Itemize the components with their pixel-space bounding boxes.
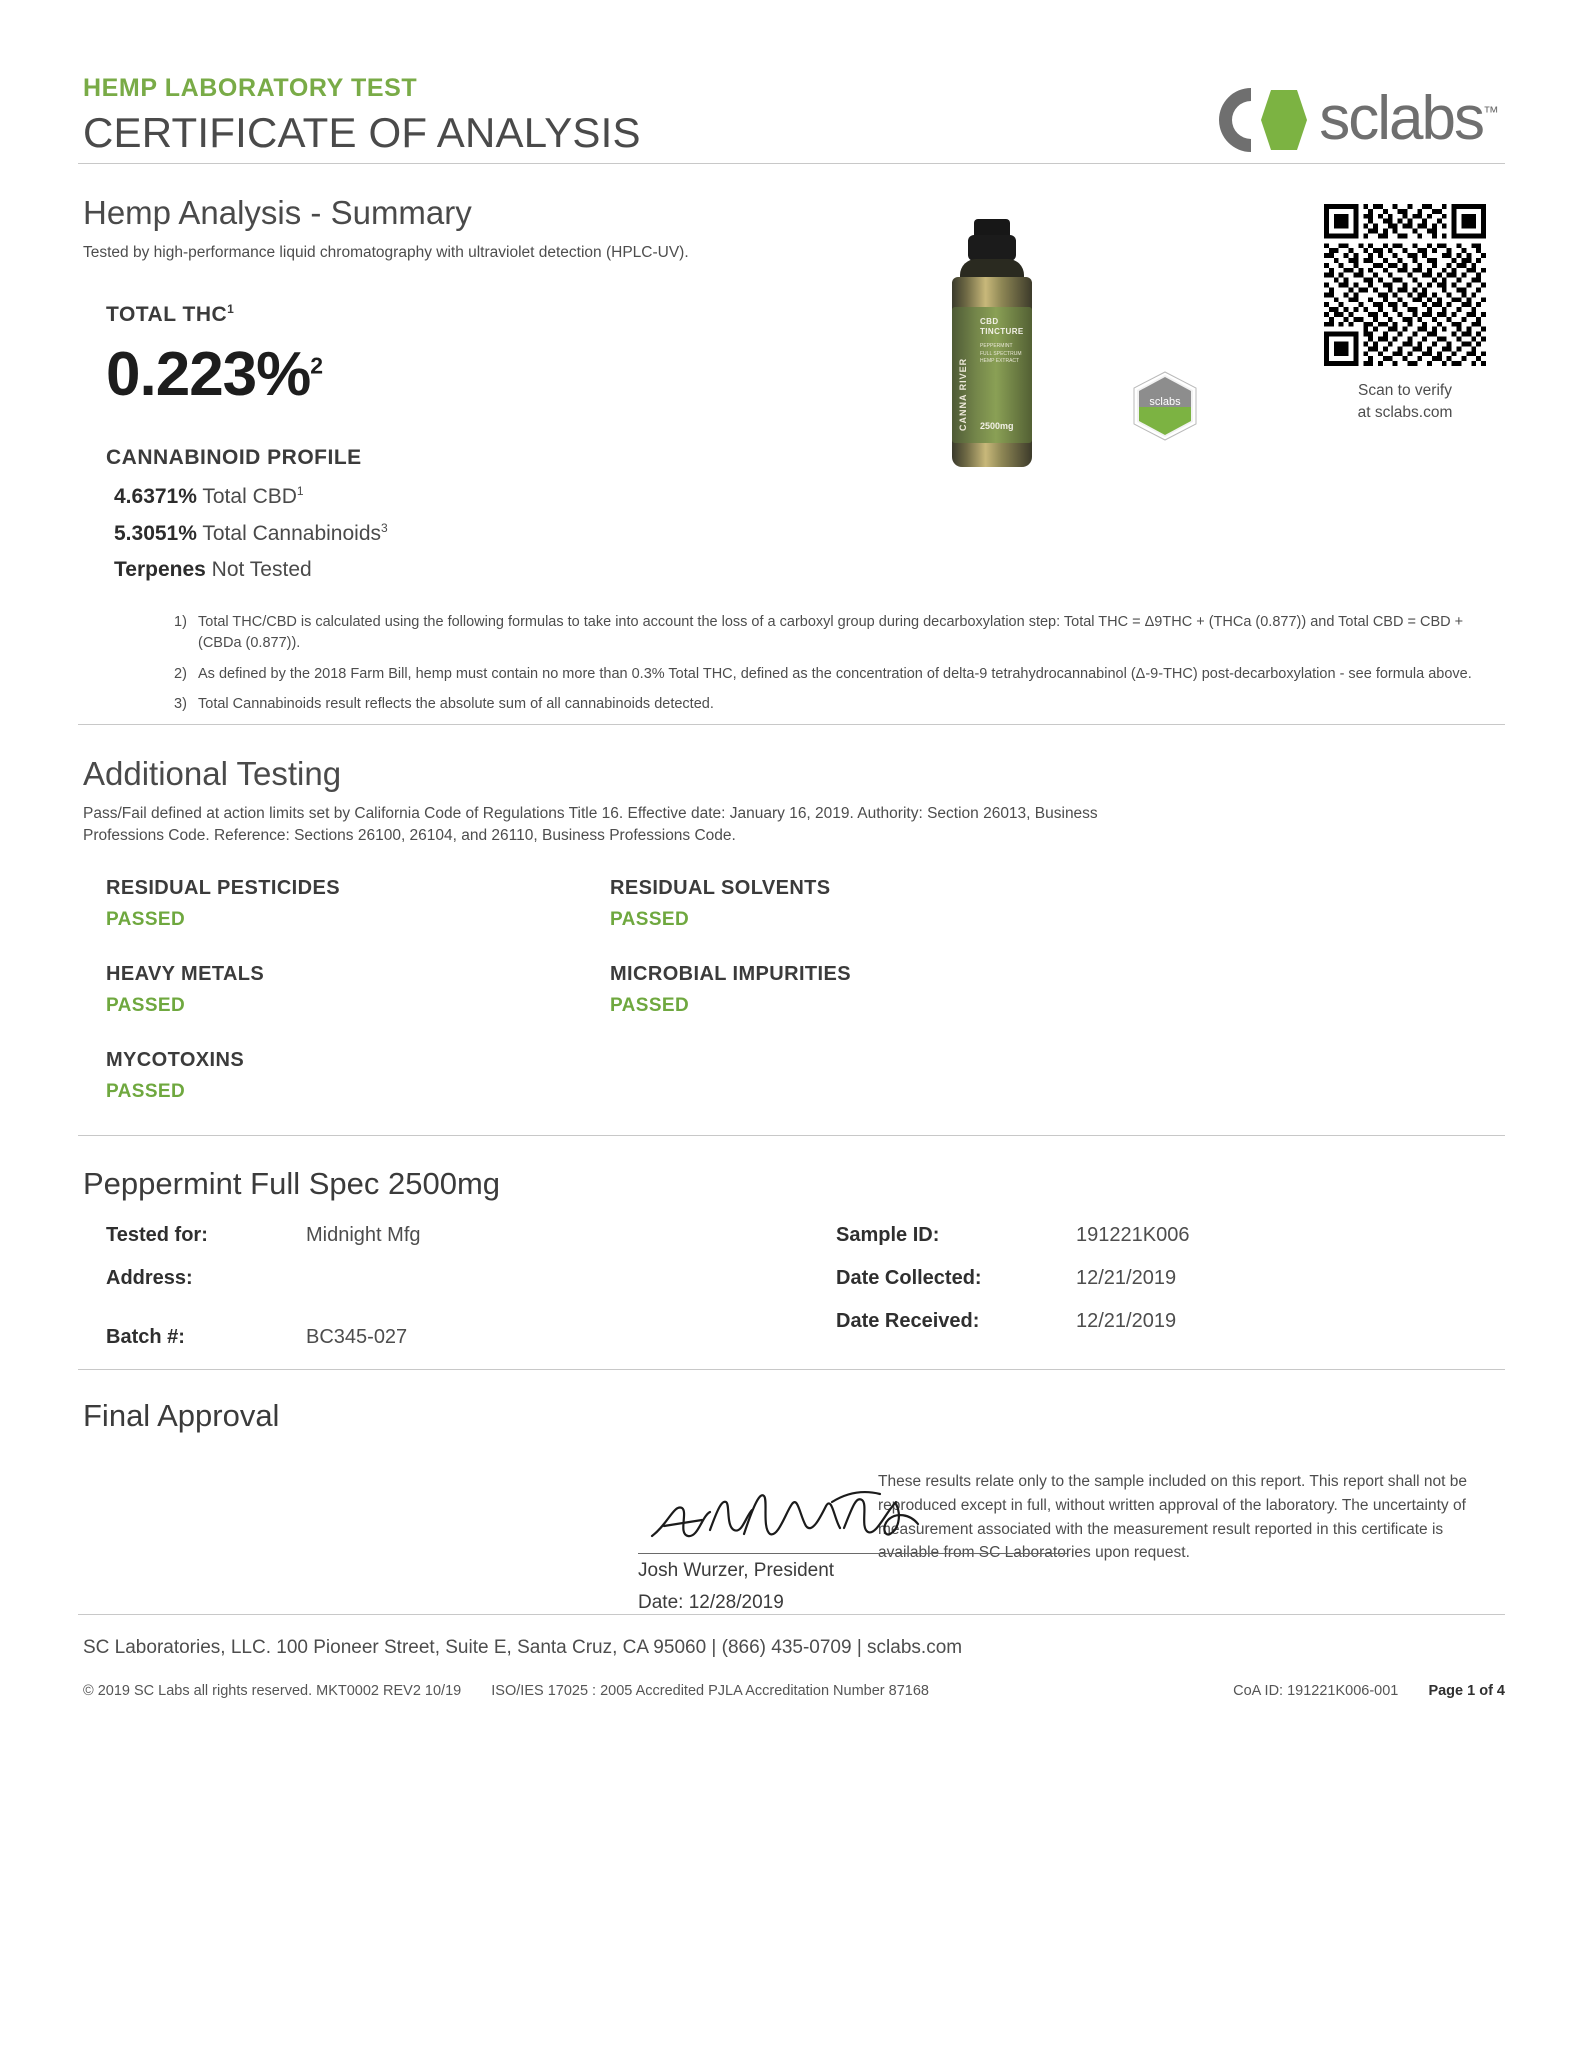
test-name: RESIDUAL SOLVENTS bbox=[610, 877, 831, 900]
page-header bbox=[78, 0, 1505, 163]
total-thc-value: 0.223%$^2$ bbox=[106, 340, 323, 410]
footnote bbox=[174, 664, 1505, 685]
test-result-residual-pesticides bbox=[106, 877, 610, 931]
test-result-heavy-metals bbox=[106, 963, 610, 1017]
field-value: 12/21/2019 bbox=[1076, 1310, 1177, 1333]
qr-caption bbox=[1305, 380, 1505, 423]
footnote-number: 3) bbox=[174, 695, 187, 712]
cannabinoid-profile-list bbox=[114, 484, 1505, 582]
signer-name: Josh Wurzer, President bbox=[638, 1560, 835, 1582]
signature-line bbox=[638, 1464, 1068, 1554]
additional-testing-title: Additional Testing bbox=[83, 754, 342, 792]
footnote-text: As defined by the 2018 Farm Bill, hemp must contain no more than 0.3% Total THC, defined as the concentration of delta-9 tetrahydrocannabinol (Δ-9-THC) post-decarboxylation - see formula above. bbox=[198, 665, 1472, 682]
cannabinoid-footnote: 3 bbox=[381, 521, 388, 536]
footnote bbox=[174, 694, 1505, 715]
bottle-neck bbox=[968, 235, 1016, 261]
cannabinoid-value: 4.6371% bbox=[114, 485, 197, 509]
sclabs-logo-text bbox=[1319, 83, 1499, 154]
test-name: HEAVY METALS bbox=[106, 963, 265, 986]
qr-caption-line1: Scan to verify bbox=[1358, 382, 1452, 399]
status-badge: PASSED bbox=[610, 909, 690, 931]
field-value: 12/21/2019 bbox=[1076, 1267, 1177, 1290]
additional-testing-column bbox=[610, 877, 1114, 1049]
status-badge: PASSED bbox=[610, 995, 690, 1017]
additional-testing-subtitle: Pass/Fail defined at action limits set by California Code of Regulations Title 16. Effective date: January 16, 2019. Authority: Section 26013, Business Professions Code. Reference: Sections 26100, 26104, and 26110, Business Professions Code. bbox=[83, 804, 1098, 844]
divider-final-approval bbox=[78, 1369, 1505, 1370]
product-brand: CANNA RIVER bbox=[958, 357, 968, 431]
signature-area bbox=[78, 1464, 878, 1614]
divider-header bbox=[78, 163, 1505, 164]
accreditation-text: ISO/IES 17025 : 2005 Accredited PJLA Accreditation Number 87168 bbox=[491, 1683, 929, 1700]
field-label: Sample ID: bbox=[836, 1224, 940, 1247]
product-description-on-label: PEPPERMINT FULL SPECTRUM HEMP EXTRACT bbox=[980, 343, 1022, 364]
total-thc-value-footnote: 2 bbox=[310, 352, 323, 379]
footnote-number: 1) bbox=[174, 614, 187, 631]
sample-info-columns bbox=[106, 1224, 1505, 1369]
sclabs-badge-icon bbox=[1128, 369, 1202, 448]
status-badge: PASSED bbox=[106, 995, 186, 1017]
status-badge: PASSED bbox=[106, 1081, 186, 1103]
list-item bbox=[114, 484, 1505, 509]
field-date-received bbox=[836, 1310, 1505, 1333]
field-tested-for bbox=[106, 1224, 836, 1247]
cannabinoid-value: 5.3051% bbox=[114, 522, 197, 546]
list-item bbox=[114, 521, 1505, 546]
divider-sample-info bbox=[78, 1135, 1505, 1136]
product-strength-on-label: 2500mg bbox=[980, 421, 1014, 431]
sample-info-section bbox=[78, 1166, 1505, 1369]
divider-additional-testing bbox=[78, 724, 1505, 725]
test-name: MYCOTOXINS bbox=[106, 1049, 245, 1072]
cannabinoid-label: Total CBD bbox=[202, 485, 297, 509]
field-sample-id bbox=[836, 1224, 1505, 1247]
lab-address-line: SC Laboratories, LLC. 100 Pioneer Street, Suite E, Santa Cruz, CA 95060 | (866) 435-0709 | sclabs.com bbox=[83, 1637, 963, 1659]
field-date-collected bbox=[836, 1267, 1505, 1290]
summary-footnotes bbox=[174, 612, 1505, 714]
page-number: Page 1 of 4 bbox=[1428, 1683, 1505, 1700]
additional-testing-section bbox=[78, 755, 1505, 1136]
footnote-text: Total Cannabinoids result reflects the absolute sum of all cannabinoids detected. bbox=[198, 695, 714, 712]
field-value: Midnight Mfg bbox=[306, 1224, 421, 1247]
qr-code-icon[interactable] bbox=[1324, 204, 1486, 366]
total-thc-label-footnote: 1 bbox=[227, 302, 235, 317]
sample-info-left bbox=[106, 1224, 836, 1369]
footer-right bbox=[1233, 1683, 1505, 1699]
footer-meta bbox=[83, 1683, 1505, 1699]
footnote-number: 2) bbox=[174, 665, 187, 682]
field-label: Address: bbox=[106, 1267, 193, 1290]
field-label: Tested for: bbox=[106, 1224, 208, 1247]
results-disclaimer: These results relate only to the sample included on this report. This report shall not be reproduced except in full, without written approval of the laboratory. The uncertainty of measurement associated with the measurement result reported in this certificate is available from SC Laboratories upon request. bbox=[878, 1473, 1468, 1562]
cannabinoid-footnote: 1 bbox=[296, 484, 304, 499]
footer-left bbox=[83, 1683, 929, 1699]
final-approval-body bbox=[78, 1464, 1505, 1614]
additional-testing-grid bbox=[106, 877, 1505, 1135]
field-value: 191221K006 bbox=[1076, 1224, 1190, 1247]
bottle-label bbox=[952, 307, 1032, 443]
sample-product-name: Peppermint Full Spec 2500mg bbox=[83, 1166, 501, 1202]
sample-info-right bbox=[836, 1224, 1505, 1369]
status-badge: PASSED bbox=[106, 909, 186, 931]
svg-text:sclabs: sclabs bbox=[1149, 396, 1181, 408]
total-thc-block bbox=[106, 302, 1505, 410]
sclabs-logo-tm: ™ bbox=[1483, 104, 1499, 122]
qr-verification bbox=[1305, 204, 1505, 423]
terpenes-status: Not Tested bbox=[211, 558, 312, 582]
terpenes-label: Terpenes bbox=[114, 558, 206, 582]
field-label: Batch #: bbox=[106, 1326, 185, 1349]
additional-testing-column bbox=[106, 1049, 610, 1135]
test-name: MICROBIAL IMPURITIES bbox=[610, 963, 851, 986]
footnote bbox=[174, 612, 1505, 654]
header-kicker: HEMP LABORATORY TEST bbox=[83, 74, 418, 102]
field-address bbox=[106, 1267, 836, 1290]
additional-testing-column bbox=[106, 877, 610, 1049]
test-name: RESIDUAL PESTICIDES bbox=[106, 877, 340, 900]
cannabinoid-profile-title: CANNABINOID PROFILE bbox=[106, 446, 362, 470]
summary-subtitle: Tested by high-performance liquid chromatography with ultraviolet detection (HPLC-UV). bbox=[83, 244, 689, 261]
test-result-residual-solvents bbox=[610, 877, 1114, 931]
sclabs-logo bbox=[1211, 74, 1505, 163]
signature-date: Date: 12/28/2019 bbox=[638, 1592, 784, 1614]
coa-id: CoA ID: 191221K006-001 bbox=[1233, 1683, 1399, 1700]
field-label: Date Collected: bbox=[836, 1267, 982, 1290]
product-name-on-label: CBD TINCTURE bbox=[980, 317, 1024, 336]
field-value: BC345-027 bbox=[306, 1326, 408, 1349]
qr-caption-line2: at sclabs.com bbox=[1357, 403, 1453, 421]
footnote-text: Total THC/CBD is calculated using the following formulas to take into account the loss of a carboxyl group during decarboxylation step: Total THC = Δ9THC + (THCa (0.877)) and Total CBD = CBD + (CBDa (0.877)). bbox=[198, 614, 1464, 652]
cannabinoid-label: Total Cannabinoids bbox=[202, 522, 381, 546]
signature-icon bbox=[648, 1482, 948, 1552]
divider-footer bbox=[78, 1614, 1505, 1615]
header-titles bbox=[78, 74, 641, 157]
test-result-mycotoxins bbox=[106, 1049, 610, 1103]
field-batch-number bbox=[106, 1326, 836, 1349]
product-image bbox=[938, 219, 1048, 479]
test-result-microbial-impurities bbox=[610, 963, 1114, 1017]
field-label: Date Received: bbox=[836, 1310, 980, 1333]
final-approval-section bbox=[78, 1398, 1505, 1614]
page-footer bbox=[78, 1637, 1505, 1699]
sclabs-logo-wordmark: sclabs bbox=[1319, 84, 1483, 153]
hemp-analysis-summary bbox=[78, 194, 1505, 715]
sclabs-logo-mark-icon bbox=[1211, 82, 1307, 163]
list-item bbox=[114, 558, 1505, 582]
page-title: CERTIFICATE OF ANALYSIS bbox=[83, 109, 641, 156]
total-thc-label: TOTAL THC$^1$ bbox=[106, 302, 235, 327]
final-approval-title: Final Approval bbox=[83, 1398, 280, 1434]
summary-title: Hemp Analysis - Summary bbox=[83, 194, 472, 231]
copyright-text: © 2019 SC Labs all rights reserved. MKT0002 REV2 10/19 bbox=[83, 1683, 462, 1700]
